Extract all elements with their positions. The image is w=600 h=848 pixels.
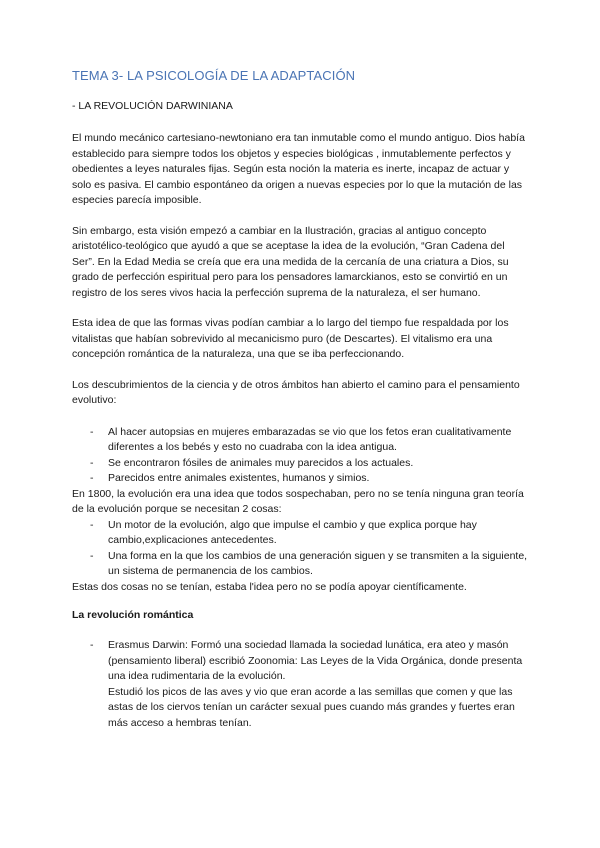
list-item [72,549,528,580]
list-item-text: Erasmus Darwin: Formó una sociedad llamada la sociedad lunática, era ateo y masón (pensamiento liberal) escribió Zoonomia: Las Leyes de la Vida Orgánica, donde presenta una idea rudimentaria de la evolución. [108,639,523,682]
list-item-text: Parecidos entre animales existentes, humanos y simios. [108,472,370,484]
list-item [72,518,528,549]
list-item [72,456,528,472]
requirements-list [72,518,528,580]
romantic-list [72,638,528,685]
dash-bullet: - [90,518,94,531]
dash-bullet: - [90,549,94,562]
paragraph-2: Sin embargo, esta visión empezó a cambiar en la Ilustración, gracias al antiguo concepto aristotélico-teológico que ayudó a que se aceptase la idea de la evolución, “Gran Cadena del Ser”. En la Edad Media se creía que era una medida de la cercanía de una criatura a Dios, su grado de perfección espiritual pero para los pensadores lamarckianos, esto se convirtió en un registro de los seres vivos hacia la perfección suprema de la naturaleza, el ser humano. [72,224,509,299]
paragraph-after-list: Estas dos cosas no se tenían, estaba l'idea pero no se podía apoyar científicamente. [72,580,467,593]
paragraph-3: Esta idea de que las formas vivas podían cambiar a lo largo del tiempo fue respaldada por los vitalistas que habían sobrevivido al mecanicismo puro (de Descartes). El vitalismo era una concepción romántica de la naturaleza, una que se iba perfeccionando. [72,317,509,360]
list-item-text: Un motor de la evolución, algo que impulse el cambio y que explica porque hay cambio,explicaciones antecedentes. [108,518,477,546]
list-item [72,638,528,685]
list-item-text: Una forma en la que los cambios de una generación siguen y se transmiten a la siguiente, un sistema de permanencia de los cambios. [108,549,528,577]
discoveries-list [72,425,528,487]
list-continuation: Estudió los picos de las aves y vio que eran acorde a las semillas que comen y que las astas de los ciervos tenían un carácter sexual pues cuando más grandes y fuertes eran más acceso a hembras tenían. [108,685,515,729]
list-item-text: Se encontraron fósiles de animales muy parecidos a los actuales. [108,456,414,469]
paragraph-1: El mundo mecánico cartesiano-newtoniano era tan inmutable como el mundo antiguo. Dios había establecido para siempre todos los objetos y especies biológicas , inmutablemente perfectos y obedientes a leyes naturales fijas. Según esta noción la materia es inerte, incapaz de actuar y solo es pasiva. El cambio espontáneo da origen a nuevas especies por lo que la mutación de las especies parecía imposible. [72,132,525,206]
dash-bullet: - [90,472,94,484]
list-item-text: Al hacer autopsias en mujeres embarazadas se vio que los fetos eran cualitativamente diferentes a los bebés y esto no cuadraba con la idea antigua. [108,425,512,453]
section-subtitle: - LA REVOLUCIÓN DARWINIANA [72,100,233,112]
dash-bullet: - [90,456,94,469]
page-title: TEMA 3- LA PSICOLOGÍA DE LA ADAPTACIÓN [72,68,356,83]
paragraph-1800: En 1800, la evolución era una idea que todos sospechaban, pero no se tenía ninguna gran teoría de la evolución porque se necesitan 2 cosas: [72,487,524,515]
list-item [72,471,528,487]
dash-bullet: - [90,425,94,438]
section-heading: La revolución romántica [72,609,194,621]
list-item [72,425,528,456]
dash-bullet: - [90,639,94,651]
paragraph-4: Los descubrimientos de la ciencia y de otros ámbitos han abierto el camino para el pensamiento evolutivo: [72,378,520,406]
